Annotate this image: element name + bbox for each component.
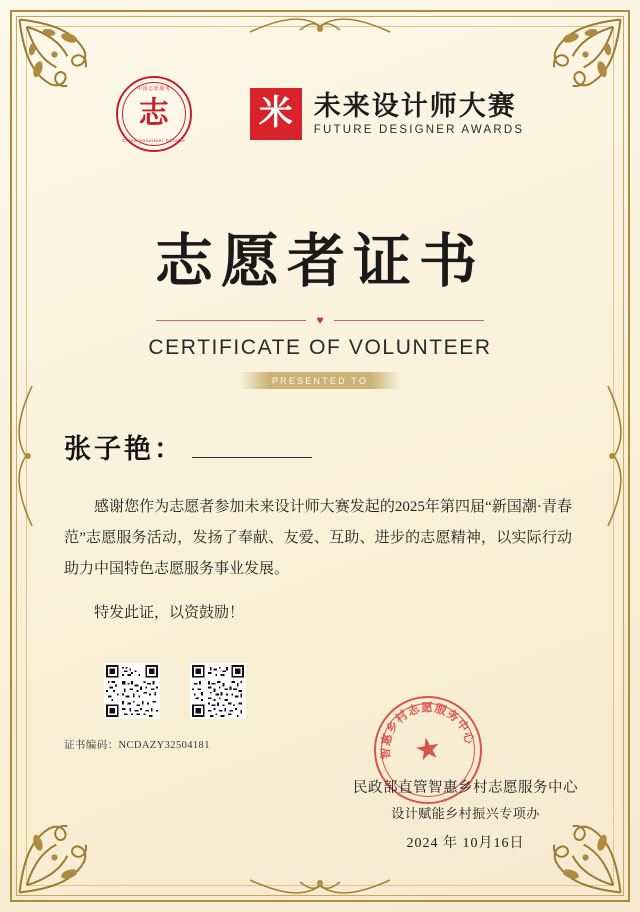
seal-center-char: 志 [138,97,169,130]
recipient-name: 张子艳： [64,434,184,464]
signing-organization: 民政部直管智惠乡村志愿服务中心 [353,780,578,796]
issue-date: 2024 年 10月16日 [406,836,525,851]
recipient-underline [192,457,312,458]
recipient-row [40,427,600,466]
seal-bottom-text: China Volunteer Service [122,138,186,143]
volunteer-seal-icon [116,76,192,152]
signing-department: 设计赋能乡村振兴专项办 [391,806,540,821]
brand-name-cn: 未来设计师大赛 [313,91,517,122]
divider-line-right [334,320,484,321]
brand-mark-glyph: 米 [258,95,293,132]
brand-logo [250,88,524,140]
certificate-number-label: 证书编码： [64,740,119,751]
certificate-title-en: CERTIFICATE OF VOLUNTEER [148,336,492,359]
presented-to-label: PRESENTED TO [271,375,369,386]
svg-text:智惠乡村志愿服务中心: 智惠乡村志愿服务中心 [380,702,476,760]
certificate-content [40,36,600,876]
certificate-title-cn: 志愿者证书 [154,229,485,294]
qr-code-left[interactable] [104,663,160,719]
qr-code-row [40,663,600,719]
qr-code-right[interactable] [190,663,246,719]
divider-line-left [156,320,306,321]
heart-icon: ♥ [316,313,324,327]
body-paragraph-1: 感谢您作为志愿者参加未来设计师大赛发起的2025年第四届“新国潮·青春范”志愿服务活动，发扬了奉献、友爱、互助、进步的志愿精神，以实际行动助力中国特色志愿服务事业发展。 [64,499,572,577]
presented-to-banner [240,372,400,389]
certificate-number [40,737,600,752]
header-logos [40,76,600,152]
certificate-body [40,492,600,629]
certificate-number-value: NCDAZY32504181 [118,740,210,751]
brand-text [314,92,524,135]
stamp-star-icon: ★ [411,730,445,769]
title-divider [40,314,600,326]
seal-top-text: 中国志愿服务 [136,86,171,92]
brand-mark-icon [250,88,302,140]
signature-block [353,776,578,852]
brand-name-en: FUTURE DESIGNER AWARDS [313,123,525,136]
body-paragraph-2: 特发此证，以资鼓励！ [94,605,245,622]
